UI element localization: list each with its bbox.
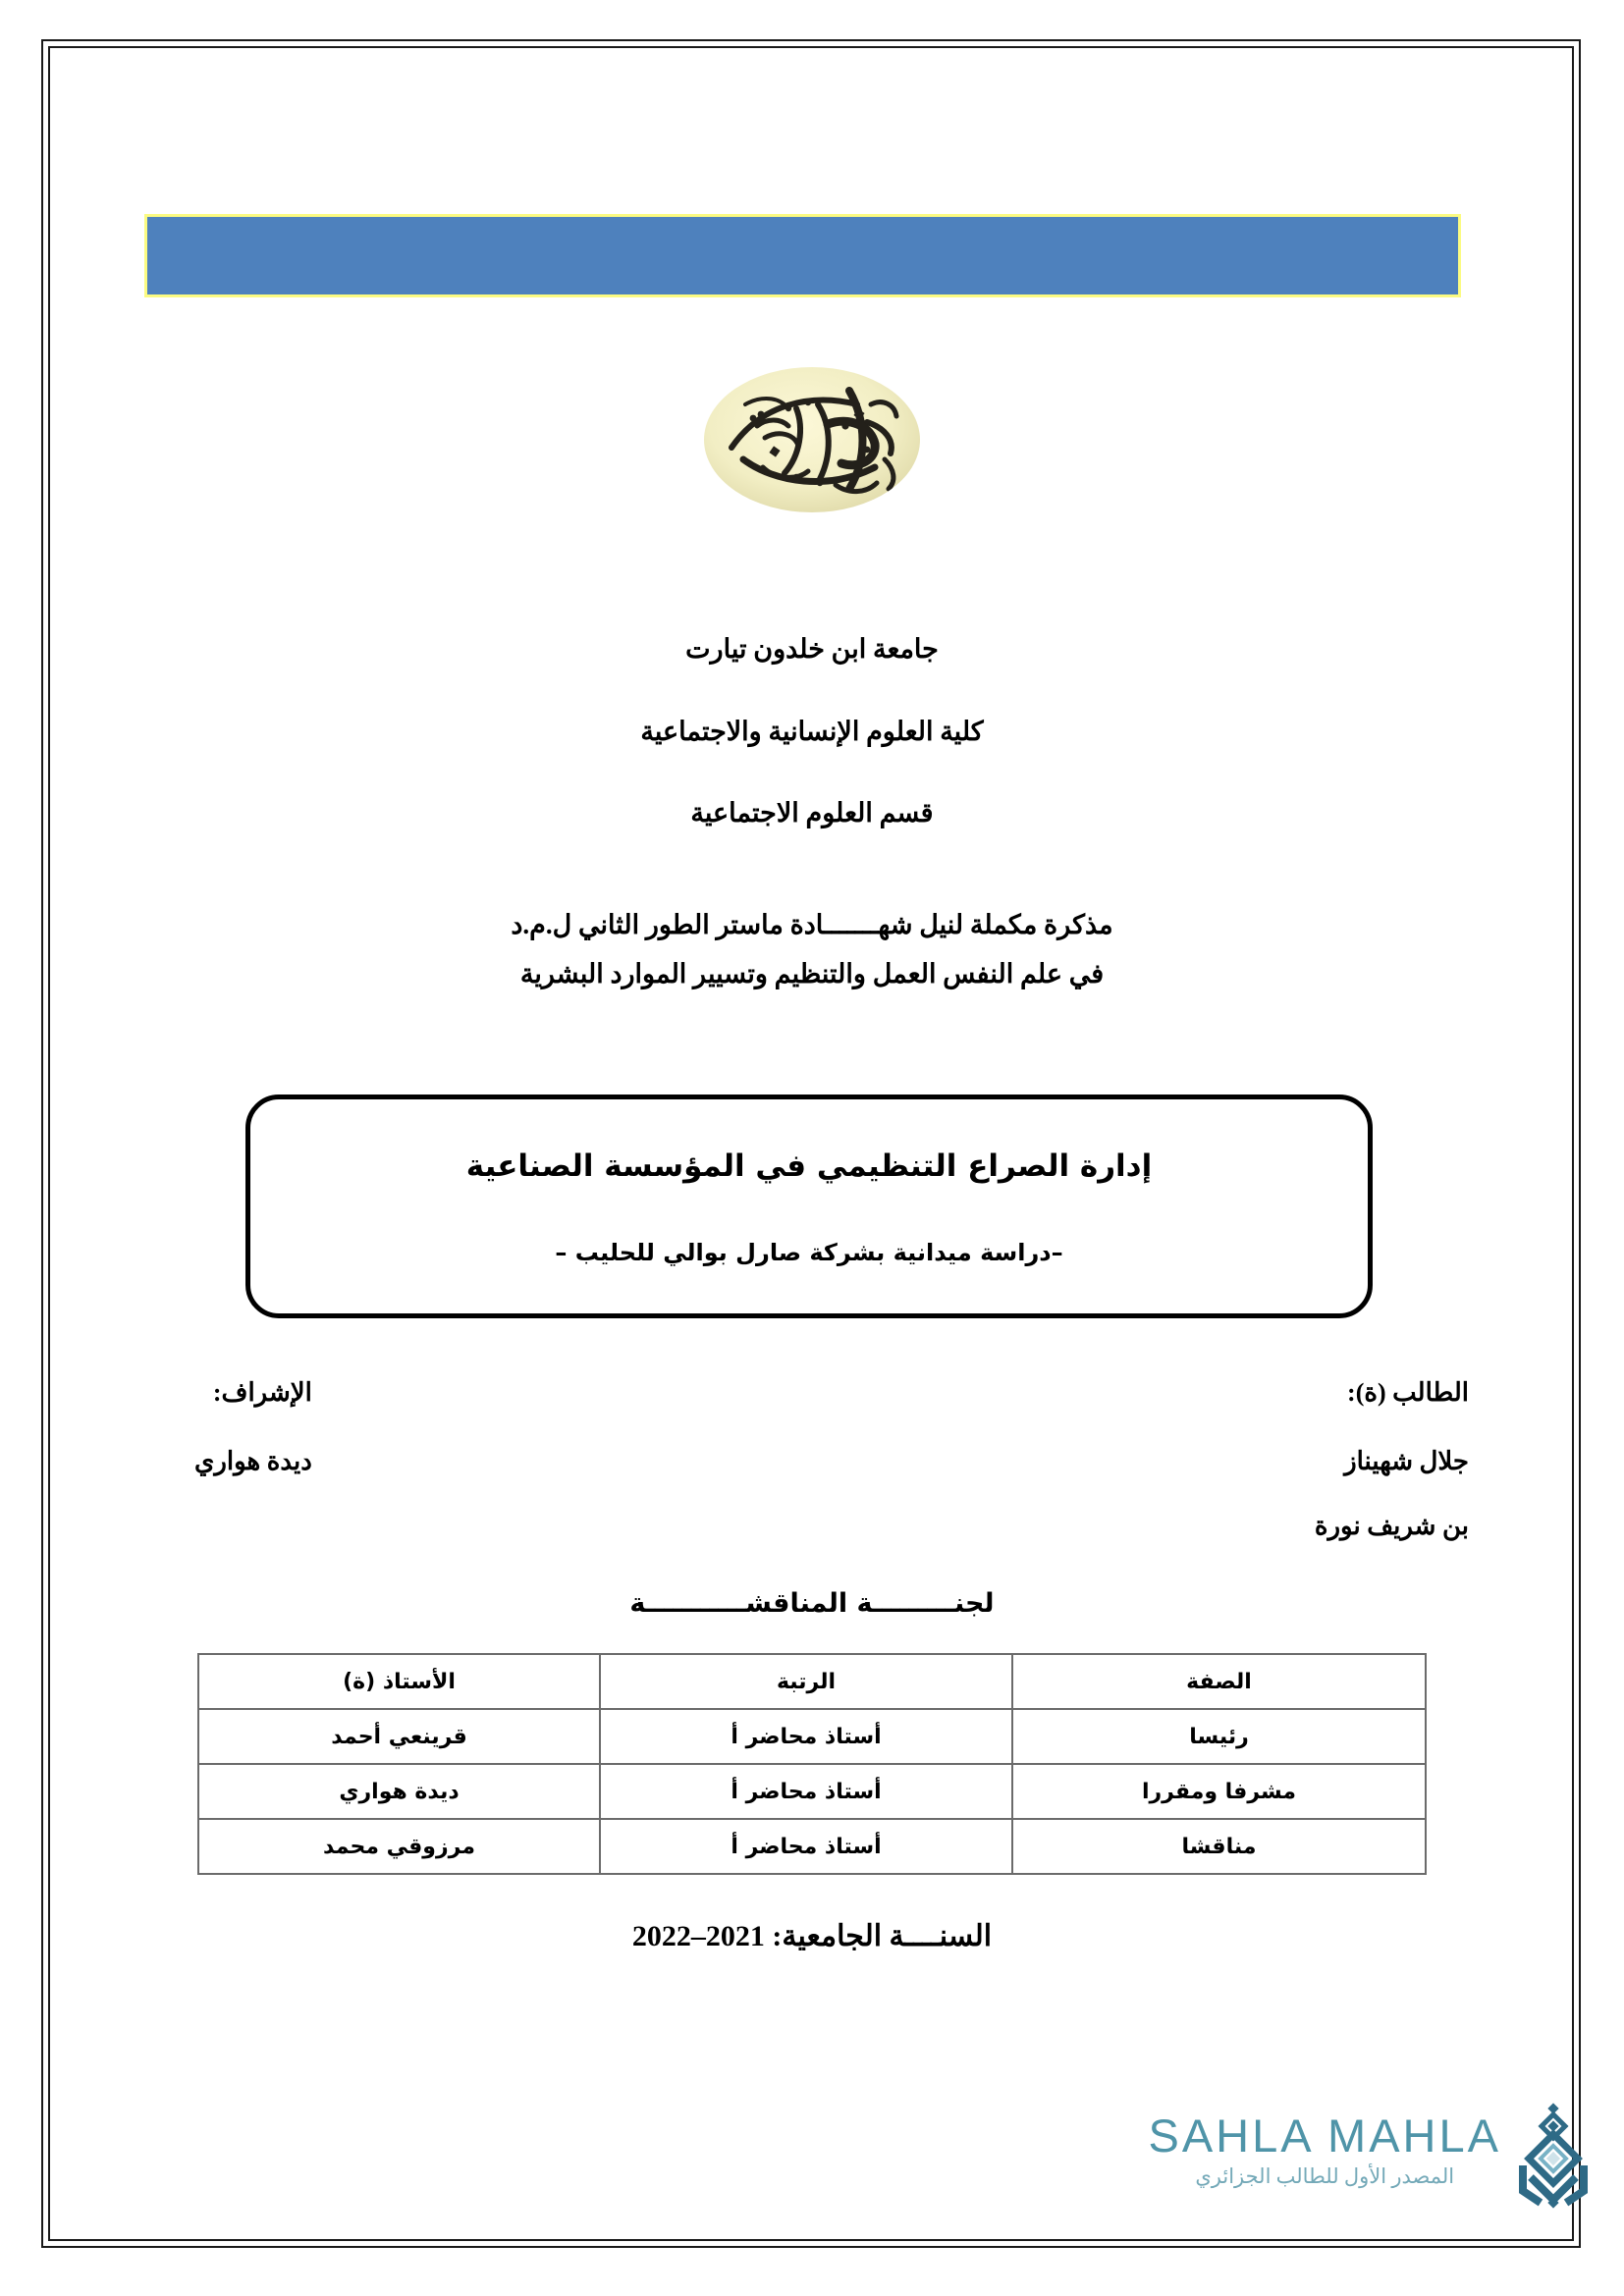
page-content [59, 59, 1565, 2237]
cell-name: مرزوقي محمد [198, 1819, 600, 1874]
diamond-emblem-icon [1511, 2101, 1596, 2218]
people-section [59, 1380, 1565, 1596]
student-label: الطالب (ة): [1347, 1378, 1469, 1407]
cell-name: قرينعي أحمد [198, 1709, 600, 1764]
cell-rank: أستاذ محاضر أ [600, 1764, 1012, 1819]
university-logo-icon [702, 365, 922, 514]
cell-rank: أستاذ محاضر أ [600, 1819, 1012, 1874]
table-row [198, 1819, 1426, 1874]
thesis-subtitle: –دراسة ميدانية بشركة صارل بوالي للحليب – [555, 1238, 1063, 1266]
watermark-text [1148, 2101, 1501, 2189]
supervisor-column [194, 1380, 312, 1514]
academic-year: السنــــة الجامعية: 2021–2022 [631, 1920, 993, 1952]
column-header-name: الأستاذ (ة) [198, 1654, 600, 1709]
cell-role: مشرفا ومقررا [1012, 1764, 1426, 1819]
watermark-brand: SAHLA MAHLA [1148, 2109, 1501, 2162]
watermark-tagline: المصدر الأول للطالب الجزائري [1195, 2164, 1455, 2188]
student-name-1: جلال شهيناز [1344, 1447, 1469, 1475]
jury-table [197, 1653, 1427, 1875]
column-header-role: الصفة [1012, 1654, 1426, 1709]
table-row [198, 1709, 1426, 1764]
department-name: قسم العلوم الاجتماعية [690, 798, 934, 828]
faculty-name: كلية العلوم الإنسانية والاجتماعية [640, 717, 984, 746]
cell-rank: أستاذ محاضر أ [600, 1709, 1012, 1764]
student-column [1315, 1380, 1469, 1578]
cell-name: ديدة هواري [198, 1764, 600, 1819]
watermark [1085, 2101, 1596, 2248]
university-logo-wrapper [59, 365, 1565, 519]
table-header-row [198, 1654, 1426, 1709]
thesis-title-box [245, 1095, 1373, 1318]
student-name-2: بن شريف نورة [1314, 1512, 1469, 1540]
supervisor-label: الإشراف: [212, 1378, 312, 1407]
degree-statement-line-2: في علم النفس العمل والتنظيم وتسيير الموارد البشرية [519, 959, 1105, 988]
supervisor-name-1: ديدة هواري [194, 1447, 312, 1475]
jury-heading: لجنـــــــــة المناقشـــــــــــة [629, 1588, 995, 1619]
column-header-rank: الرتبة [600, 1654, 1012, 1709]
table-row [198, 1764, 1426, 1819]
cell-role: رئيسا [1012, 1709, 1426, 1764]
degree-statement-line-1: مذكرة مكملة لنيل شهـــــــادة ماستر الطور الثاني ل.م.د [511, 910, 1113, 939]
university-name: جامعة ابن خلدون تيارت [685, 634, 939, 664]
thesis-title: إدارة الصراع التنظيمي في المؤسسة الصناعية [465, 1148, 1153, 1185]
header-banner [144, 214, 1461, 297]
cell-role: مناقشا [1012, 1819, 1426, 1874]
